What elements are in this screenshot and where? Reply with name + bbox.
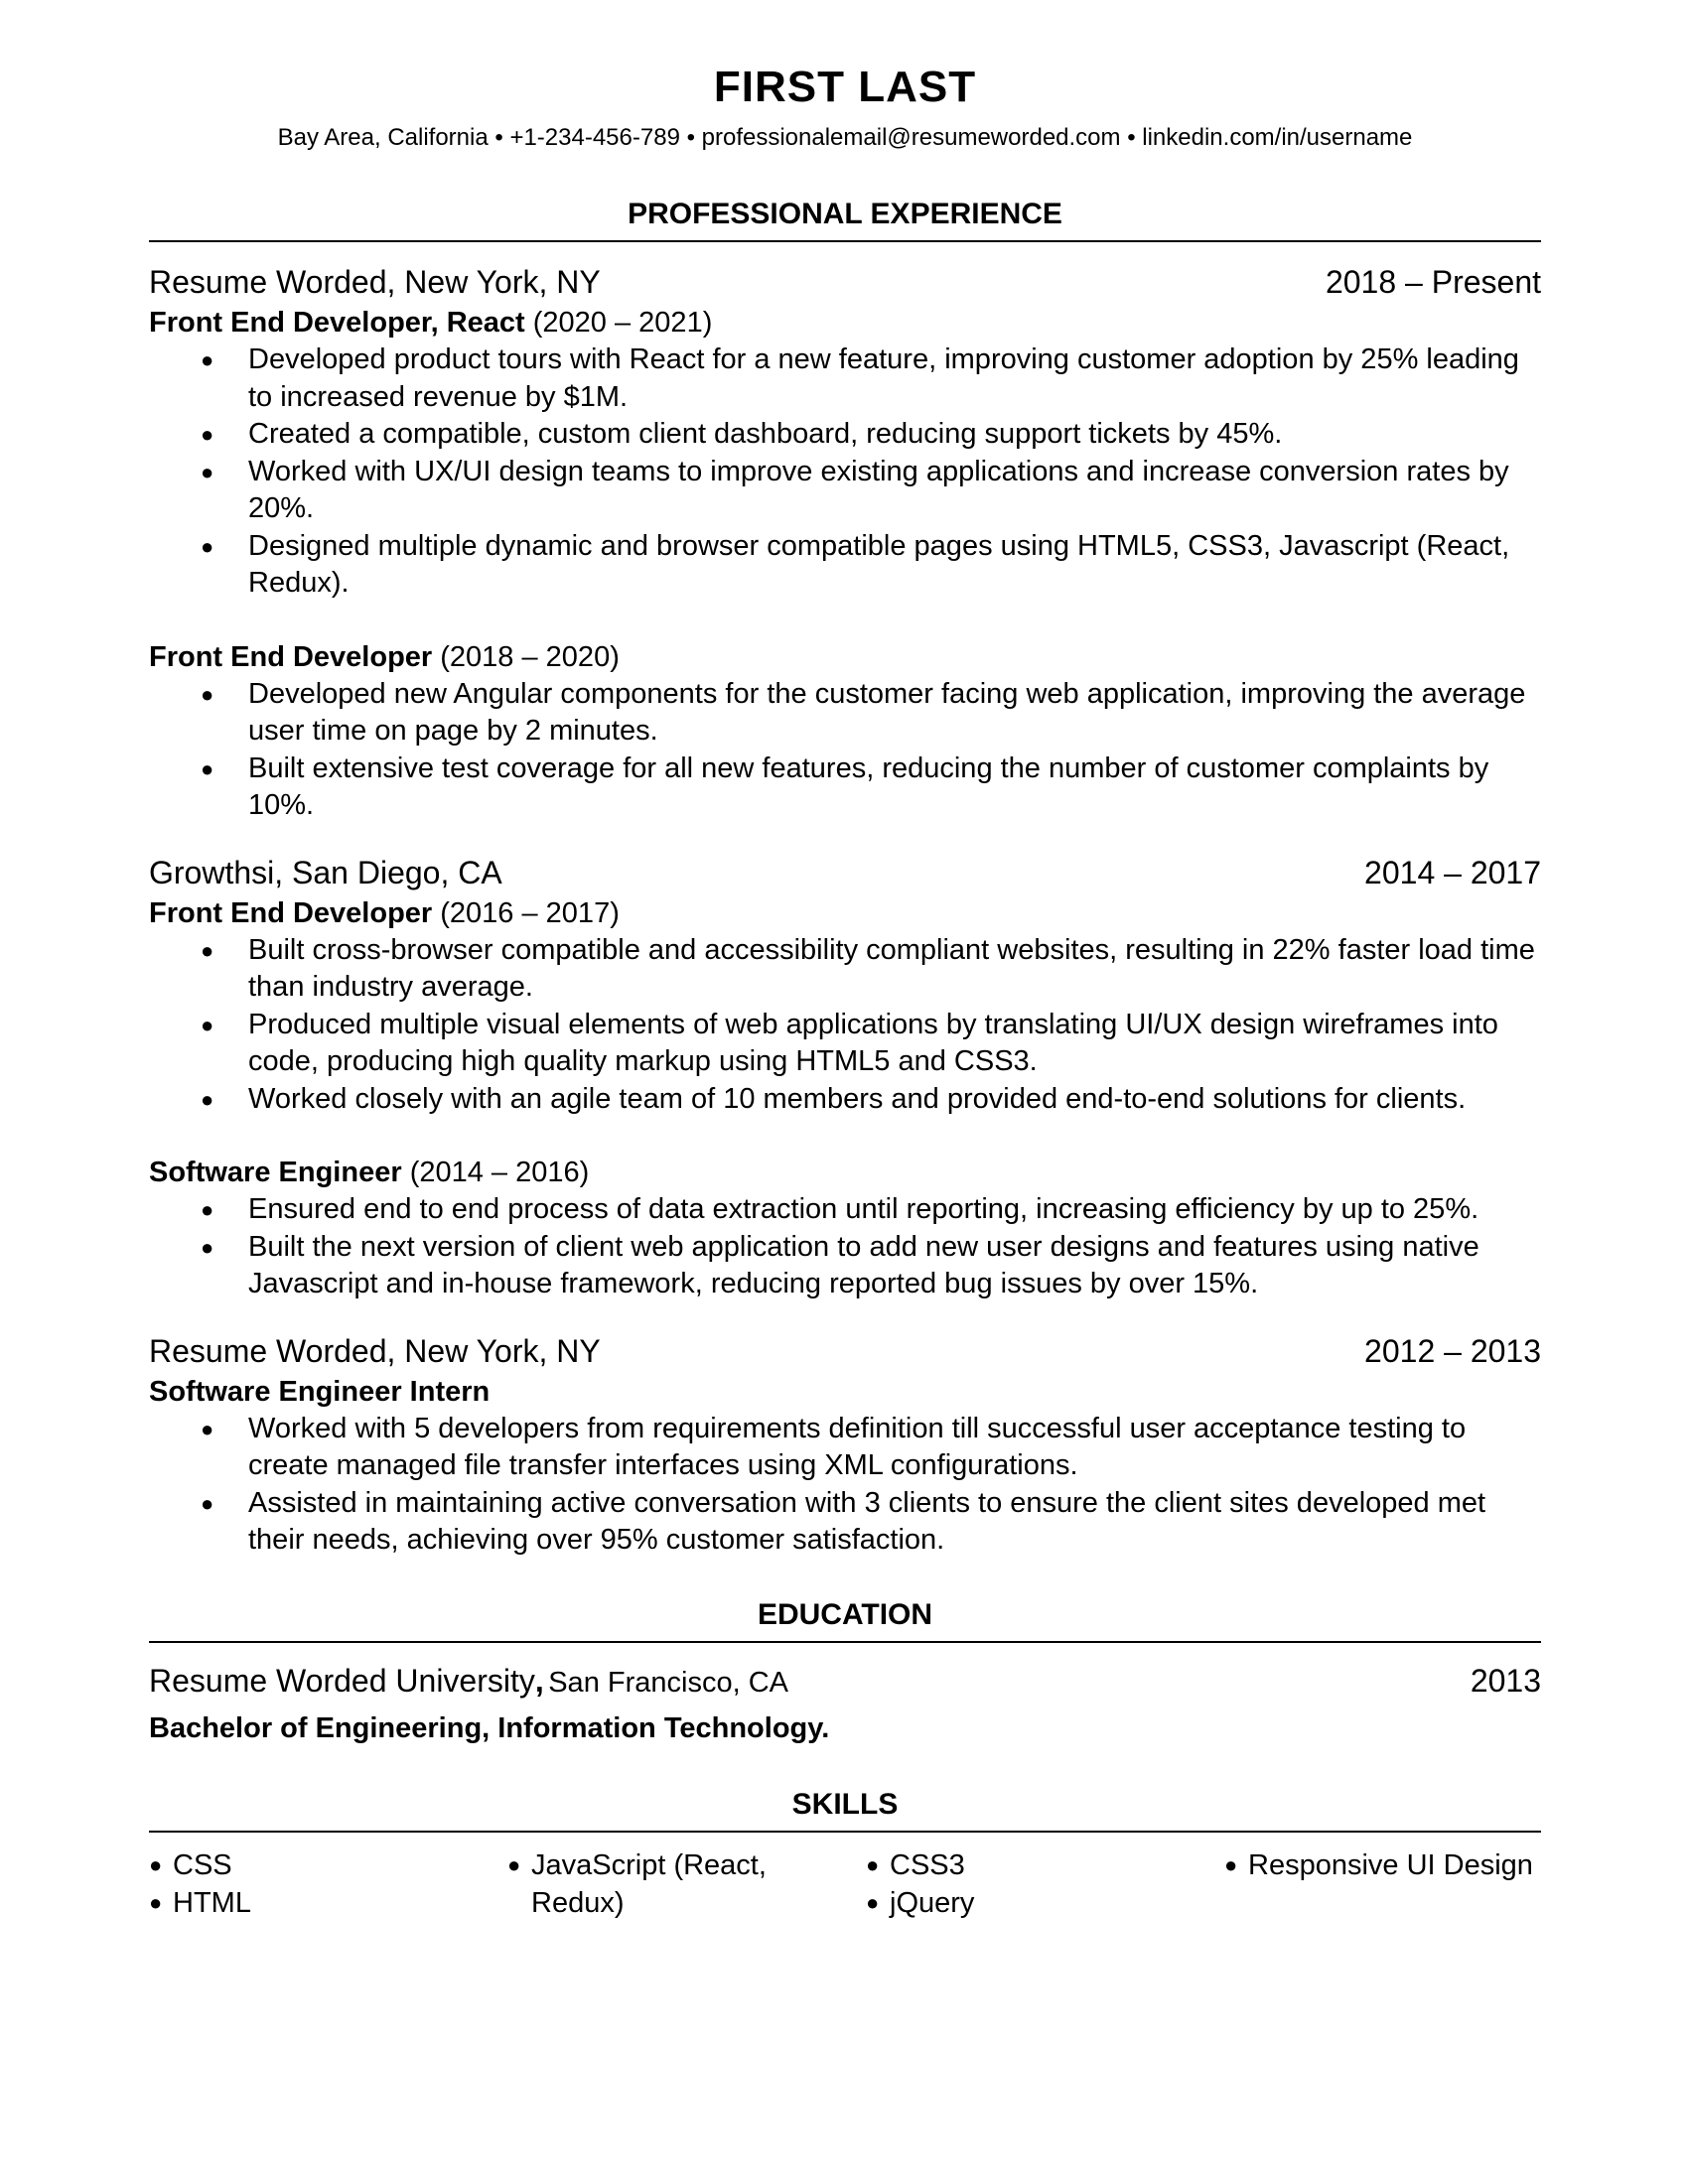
bullet-item [149,528,1541,603]
company-header [149,260,1541,304]
bullet-text: Developed product tours with React for a new feature, improving customer adoption by 25% leading to increased revenue by $1M. [248,343,1519,413]
bullet-icon: ● [201,1490,214,1516]
education-heading: EDUCATION [757,1597,933,1631]
bullet-text: Worked with UX/UI design teams to improve existing applications and increase conversion rates by 20%. [248,455,1509,524]
bullet-icon: ● [149,1889,163,1915]
bullet-item [149,1411,1541,1485]
bullet-text: Ensured end to end process of data extraction until reporting, increasing efficiency by up to 25%. [248,1193,1479,1225]
bullet-icon: ● [507,1851,521,1877]
school-separator: , [534,1662,544,1699]
role-dates: (2014 – 2016) [409,1157,590,1188]
bullet-list [149,932,1541,1119]
experience-section [149,195,1541,1560]
role-title: Front End Developer [149,640,433,673]
skill-label: Responsive UI Design [1248,1848,1533,1881]
role-title: Software Engineer [149,1157,402,1188]
role-header [149,304,1541,341]
bullet-icon: ● [201,1234,214,1260]
bullet-item [149,454,1541,528]
bullet-text: Created a compatible, custom client dashboard, reducing support tickets by 45%. [248,418,1283,450]
bullet-text: Worked closely with an agile team of 10 members and provided end-to-end solutions for clients. [248,1082,1467,1115]
bullet-icon: ● [201,422,214,447]
education-section [149,1595,1541,1747]
bullet-list [149,1191,1541,1303]
bullet-text: Worked with 5 developers from requirements definition till successful user acceptance testing to create managed file transfer interfaces using XML configurations. [248,1412,1467,1481]
bullet-icon: ● [201,1416,214,1441]
bullet-text: Built the next version of client web application to add new user designs and features using native Javascript and in-house framework, reducing reported bug issues by over 15%. [248,1230,1479,1299]
bullet-item [149,416,1541,454]
company-name: Resume Worded, New York, NY [149,1332,601,1369]
education-institution [149,1659,788,1709]
company-name: Resume Worded, New York, NY [149,264,601,300]
company-name: Growthsi, San Diego, CA [149,854,502,890]
section-divider [149,1831,1541,1833]
skill-label: CSS [173,1848,232,1881]
resume-content [149,58,1541,1922]
company-header [149,1329,1541,1373]
bullet-item [149,1081,1541,1119]
bullet-icon: ● [201,1086,214,1112]
role-title: Software Engineer Intern [149,1375,491,1408]
skills-column [866,1846,1224,1922]
contact-line: Bay Area, California • +1-234-456-789 • professionalemail@resumeworded.com • linkedin.com/in/username [277,124,1413,151]
bullet-icon: ● [201,681,214,707]
skills-section [149,1785,1541,1922]
bullet-list [149,676,1541,825]
company-dates: 2018 – Present [1325,264,1541,300]
skill-item [1224,1846,1541,1884]
school-location: San Francisco, CA [548,1666,788,1699]
bullet-item [149,751,1541,825]
bullet-text: Produced multiple visual elements of web applications by translating UI/UX design wireframes into code, producing high quality markup using HTML5 and CSS3. [248,1008,1498,1077]
bullet-item [149,1485,1541,1560]
role-title: Front End Developer, React [149,307,525,339]
degree: Bachelor of Engineering, Information Technology. [149,1711,830,1744]
bullet-icon: ● [201,755,214,781]
role-dates: (2018 – 2020) [440,640,620,673]
skills-grid [149,1846,1541,1922]
skills-column [507,1846,866,1922]
bullet-icon: ● [866,1851,880,1877]
skill-item [866,1884,1224,1922]
education-header [149,1659,1541,1709]
skill-item [149,1846,507,1884]
bullet-icon: ● [201,533,214,559]
section-divider [149,1641,1541,1643]
skill-label: jQuery [890,1886,975,1919]
bullet-icon: ● [201,347,214,372]
bullet-list [149,1411,1541,1560]
skills-heading: SKILLS [791,1787,899,1821]
section-divider [149,240,1541,242]
graduation-year: 2013 [1470,1662,1541,1699]
role-header [149,894,1541,932]
skill-label: JavaScript (React, Redux) [531,1848,767,1919]
bullet-icon: ● [149,1851,163,1877]
school-name: Resume Worded University [149,1662,535,1699]
skills-column [1224,1846,1541,1922]
role-header [149,638,1541,676]
bullet-text: Built extensive test coverage for all new features, reducing the number of customer complaints by 10%. [248,751,1489,821]
bullet-icon: ● [201,459,214,484]
role-title: Front End Developer [149,896,433,929]
bullet-icon: ● [201,937,214,963]
role-dates: (2020 – 2021) [532,307,713,339]
skill-item [149,1884,507,1922]
bullet-icon: ● [201,1012,214,1037]
role-dates: (2016 – 2017) [440,896,620,929]
skill-label: CSS3 [890,1848,965,1881]
bullet-icon: ● [1224,1851,1238,1877]
bullet-item [149,341,1541,416]
bullet-icon: ● [866,1889,880,1915]
bullet-item [149,1229,1541,1303]
bullet-text: Designed multiple dynamic and browser compatible pages using HTML5, CSS3, Javascript (React, Redux). [248,529,1510,599]
candidate-name: FIRST LAST [713,63,977,111]
bullet-icon: ● [201,1197,214,1222]
company-dates: 2014 – 2017 [1364,854,1541,890]
bullet-text: Developed new Angular components for the customer facing web application, improving the average user time on page by 2 minutes. [248,677,1526,747]
bullet-item [149,1191,1541,1229]
role-header [149,1154,1541,1191]
bullet-item [149,676,1541,751]
experience-heading: PROFESSIONAL EXPERIENCE [628,198,1062,230]
skill-item [507,1846,866,1922]
company-dates: 2012 – 2013 [1364,1332,1541,1369]
skill-item [866,1846,1224,1884]
company-header [149,851,1541,894]
resume-header [149,58,1541,155]
skills-column [149,1846,507,1922]
role-header [149,1373,1541,1411]
bullet-text: Built cross-browser compatible and accessibility compliant websites, resulting in 22% faster load time than industry average. [248,933,1535,1003]
bullet-list [149,341,1541,603]
bullet-item [149,932,1541,1007]
skill-label: HTML [173,1886,251,1919]
bullet-text: Assisted in maintaining active conversation with 3 clients to ensure the client sites developed met their needs, achieving over 95% customer satisfaction. [248,1486,1486,1556]
bullet-item [149,1007,1541,1081]
